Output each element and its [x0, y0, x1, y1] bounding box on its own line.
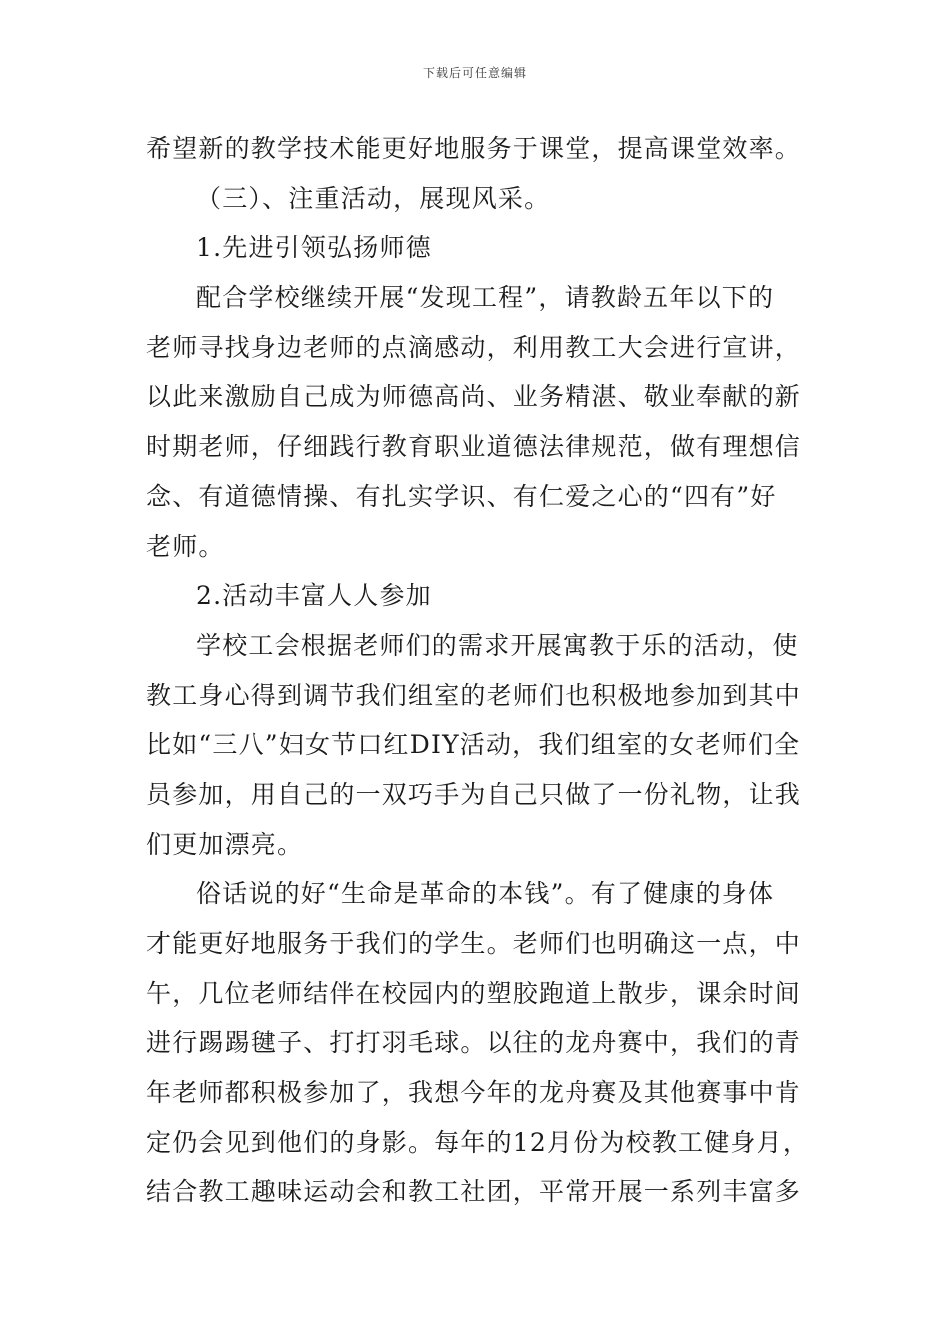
text-line: 老师寻找身边老师的点滴感动，利用教工大会进行宣讲， — [146, 332, 802, 362]
text-line: 比如“三八”妇女节口红DIY活动，我们组室的女老师们全 — [146, 730, 801, 760]
text-line: 结合教工趣味运动会和教工社团，平常开展一系列丰富多 — [146, 1177, 802, 1207]
text-line: 才能更好地服务于我们的学生。老师们也明确这一点，中 — [146, 929, 802, 958]
page-header: 下载后可任意编辑 — [422, 66, 527, 80]
text-line: 教工身心得到调节我们组室的老师们也积极地参加到其中 — [146, 680, 802, 710]
text-line: 午，几位老师结伴在校园内的塑胶跑道上散步，课余时间 — [146, 978, 802, 1008]
text-line: 们更加漂亮。 — [146, 829, 304, 859]
text-line: 定仍会见到他们的身影。每年的12月份为校教工健身月， — [146, 1127, 810, 1157]
text-line: 希望新的教学技术能更好地服务于课堂，提高课堂效率。 — [146, 134, 802, 163]
document-body — [146, 124, 808, 1217]
text-line: 年老师都积极参加了，我想今年的龙舟赛及其他赛事中肯 — [146, 1078, 802, 1108]
text-line: 进行踢踢毽子、打打羽毛球。以往的龙舟赛中，我们的青 — [146, 1028, 802, 1058]
text-line: 老师。 — [146, 531, 225, 561]
text-line: 配合学校继续开展“发现工程”，请教龄五年以下的 — [196, 283, 775, 313]
text-line: 学校工会根据老师们的需求开展寓教于乐的活动，使 — [196, 630, 799, 660]
text-line: 以此来激励自己成为师德高尚、业务精湛、敬业奉献的新 — [146, 382, 802, 412]
text-line: 员参加，用自己的一双巧手为自己只做了一份礼物，让我 — [146, 779, 802, 809]
section-heading: （三）、注重活动，展现风采。 — [196, 183, 551, 213]
text-line: 念、有道德情操、有扎实学识、有仁爱之心的“四有”好 — [146, 481, 777, 511]
subheading: 2.活动丰富人人参加 — [196, 581, 432, 611]
text-line: 俗话说的好“生命是革命的本钱”。有了健康的身体 — [196, 879, 775, 909]
text-line: 时期老师，仔细践行教育职业道德法律规范，做有理想信 — [146, 432, 802, 462]
subheading: 1.先进引领弘扬师德 — [196, 233, 432, 263]
